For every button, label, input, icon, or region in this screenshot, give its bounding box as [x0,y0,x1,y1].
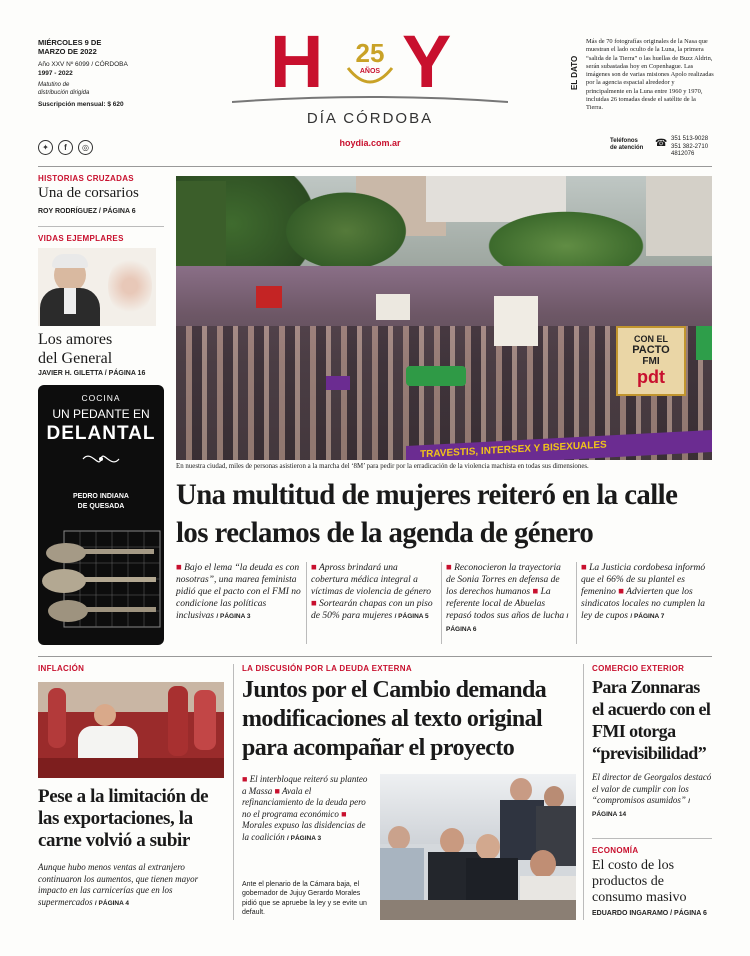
column-divider [441,562,442,644]
logo[interactable] [270,20,470,103]
bullet-text: Morales expuso las disidencias de la coalición [242,820,366,842]
story-column[interactable] [446,562,572,636]
column-divider [576,562,577,644]
congress-photo [380,774,576,920]
anniversary-badge [342,34,398,90]
bullet-text: Apross brindará una cobertura médica integral a víctimas de violencia de género [311,563,431,597]
ornament-icon [81,447,121,471]
el-dato-label: EL DATO [570,55,579,90]
cocina-author: DE QUESADA [77,503,125,510]
headline-line: los reclamos de la agenda de género [176,516,594,549]
story-column[interactable] [311,562,437,623]
phone-number[interactable]: 351 513-9028 [671,136,709,142]
anniversary-number: 25 [355,38,385,68]
phones-label [610,138,643,152]
spoons-illustration-icon [42,521,162,641]
bullet-text: Reconocieron la trayectoria de Sonia Torres en defensa de los derechos humanos [446,563,561,597]
section-kicker: LA DISCUSIÓN POR LA DEUDA EXTERNA [242,664,412,673]
sign-text: CON EL [633,334,668,344]
march-photo [176,176,712,460]
page-ref: / PÁGINA 3 [287,834,322,842]
section-divider [38,656,712,657]
bullet-text: Avala el refinanciamiento de la deuda pero no el programa económico [242,785,366,819]
headline-line: Una multitud de mujeres reiteró en la calle [176,478,678,511]
page-ref: / PÁGINA 3 [216,613,251,620]
edition-number: Año XXV Nº 6099 / CÓRDOBA [38,61,128,68]
main-headline[interactable] [176,476,716,552]
bullet-icon: ■ [446,563,452,573]
divider [38,226,164,227]
phones-label-line: de atención [610,145,644,151]
date-line: MIÉRCOLES 9 DE [38,38,102,47]
bullet-icon: ■ [176,563,182,573]
bullet-text: Advierten que los sindicatos locales no cumplen la ley de cupos [581,587,706,621]
bullet-text: La Justicia cordobesa informó que el 66% de su plantel es femenino [581,563,706,597]
years: 1997 - 2022 [38,70,73,77]
phone-number[interactable]: 351 382-2710 [671,143,709,150]
subscription-price: Suscripción mensual: $ 620 [38,101,124,108]
page-ref: / PÁGINA 4 [94,899,129,907]
phone-list [671,136,708,159]
body-text: Aunque hubo menos ventas al extranjero continuaron los aumentos, que tienen mayor impacto en las carnicerías que en los supermercados [38,862,199,907]
column-divider [306,562,307,644]
column-divider [233,664,234,920]
comercio-body [592,772,714,820]
byline: JAVIER H. GILETTA / PÁGINA 16 [38,370,146,377]
sign-text: FMI [642,356,660,367]
general-portrait-image [38,248,156,326]
section-kicker: ECONOMÍA [592,846,639,855]
masthead-info [38,38,168,110]
bullet-text: El interbloque reiteró su planteo a Massa [242,774,368,796]
story-column[interactable] [176,562,302,623]
date-line: MARZO DE 2022 [38,47,97,56]
byline: ROY RODRÍGUEZ / PÁGINA 6 [38,208,136,215]
column-divider [583,664,584,920]
phones-label-line: Teléfonos [610,138,638,144]
bullet-text: Bajo el lema “la deuda es con nosotras”, una marea feminista pidió que el pacto con el FMI no condicione las políticas inclusivas [176,563,301,621]
section-kicker: COMERCIO EXTERIOR [592,664,685,673]
bullet-icon: ■ [242,774,248,784]
el-dato-text: Más de 70 fotografías originales de la Nasa que muestran el lado oculto de la Luna, la primera “salida de la Tierra” o las huellas de Buzz Aldrin, serán subastadas hoy en Copenhague. Las imágenes son de varias misiones Apolo realizadas por la agencia espacial alrededor y principalmente en la Luna entre 1960 y 1970, incluidas 26 tomadas desde el satélite de la Tierra. [586,38,714,112]
bullet-icon: ■ [274,785,280,796]
masthead-divider [38,166,712,167]
instagram-icon[interactable]: ◎ [78,140,93,155]
website-link[interactable]: hoydia.com.ar [339,138,401,148]
banner-text: TRAVESTIS, INTERSEX Y BISEXUALES [420,439,607,460]
butcher-photo [38,682,224,778]
story-column[interactable] [581,562,709,623]
deuda-headline[interactable]: Juntos por el Cambio demanda modificaciones al texto original para acompañar el proyecto [242,677,547,761]
headline-line: Los amores [38,331,113,348]
bullet-icon: ■ [311,563,317,573]
phone-number[interactable]: 4812076 [671,151,695,157]
page-ref: / PÁGINA 5 [394,613,429,620]
bullet-text: Sortearán chapas con un piso de 50% para mujeres [311,599,433,621]
sidebar-headline[interactable] [38,330,112,368]
phone-icon: ☎ [655,138,668,149]
logo-letter: Y [402,20,452,103]
masthead-tagline: DÍA CÓRDOBA [306,110,434,127]
cocina-promo[interactable] [38,385,164,645]
bullet-icon: ■ [311,599,317,609]
section-kicker: VIDAS EJEMPLARES [38,234,124,243]
bullet-text: La referente local de Abuelas repasó todos sus años de lucha [446,587,565,621]
logo-letter: H [270,20,322,103]
cocina-title: UN PEDANTE EN [52,407,150,421]
economia-headline[interactable]: El costo de los productos de consumo masivo [592,858,687,905]
section-kicker: INFLACIÓN [38,664,85,673]
sign-text: PACTO [632,344,670,356]
bullet-icon: ■ [581,563,587,573]
comercio-headline[interactable]: Para Zonnaras el acuerdo con el FMI otorga “previsibilidad” [592,677,711,763]
anniversary-word: AÑOS [359,68,381,75]
inflacion-headline[interactable]: Pese a la limitación de las exportaciones, la carne volvió a subir [38,786,209,851]
divider [592,838,712,839]
page-ref: / PÁGINA 7 [630,613,665,620]
cocina-label: COCINA [81,393,121,403]
sidebar-headline[interactable]: Una de corsarios [38,185,139,201]
page-ref: / PÁGINA 6 [446,613,569,633]
byline: EDUARDO INGARAMO / PÁGINA 6 [592,910,707,917]
headline-line: del General [38,350,113,367]
body-text: El director de Georgalos destacó el valor de cumplir con los “compromisos asumidos” [592,772,712,805]
logo-swoosh-icon [232,96,508,104]
section-kicker: HISTORIAS CRUZADAS [38,174,134,183]
facebook-icon[interactable]: f [58,140,73,155]
cocina-title: DELANTAL [46,423,156,444]
bullet-icon: ■ [532,587,539,597]
twitter-icon[interactable]: ✦ [38,140,53,155]
bullet-icon: ■ [341,808,347,819]
protest-sign [616,326,686,396]
sign-text: pdt [637,367,665,387]
photo-caption: En nuestra ciudad, miles de personas asistieron a la marcha del ‘8M’ para pedir por la erradicación de la violencia machista en todas sus dimensiones. [176,463,589,470]
subtitle: distribución dirigida [38,90,90,96]
inflacion-body [38,862,224,909]
deuda-caption: Ante el plenario de la Cámara baja, el gobernador de Jujuy Gerardo Morales pidió que se apruebe la ley y se evite un default. [242,881,367,916]
subtitle: Matutino de [38,82,70,88]
cocina-author: PEDRO INDIANA [72,493,129,500]
bullet-icon: ■ [618,587,624,597]
page-ref: / PÁGINA 14 [592,798,690,818]
deuda-bullets [242,774,370,844]
el-dato-label-wrap [570,40,582,90]
